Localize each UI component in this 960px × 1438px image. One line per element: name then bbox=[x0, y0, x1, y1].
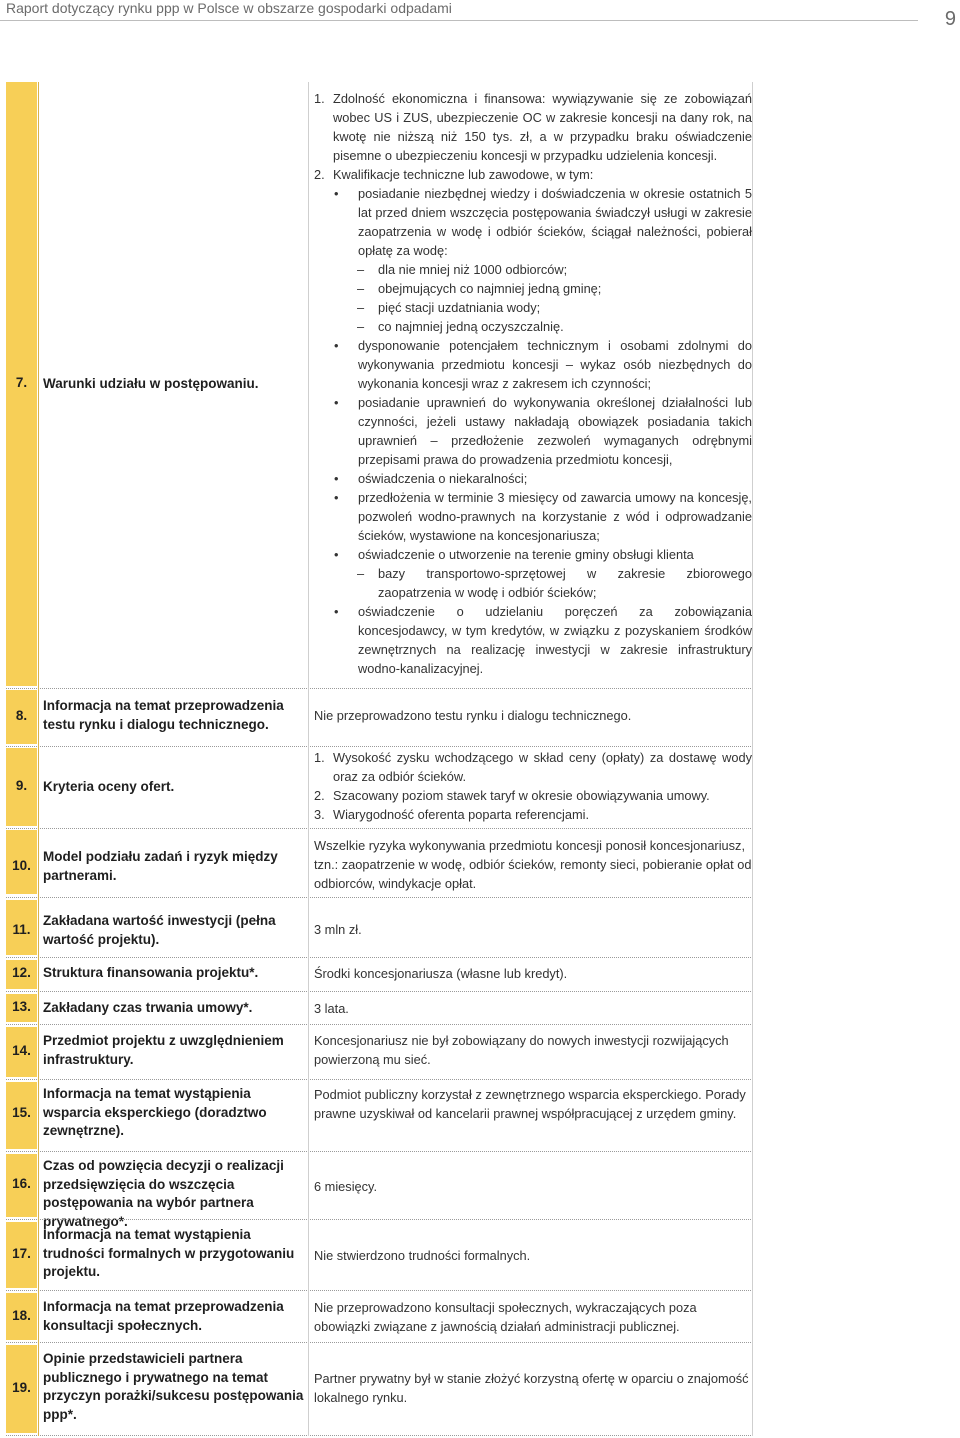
dash-icon: – bbox=[357, 319, 365, 334]
bullet-icon: • bbox=[334, 186, 339, 201]
row-divider bbox=[6, 1151, 753, 1152]
bullet-icon: • bbox=[334, 471, 339, 486]
row-label: Model podziału zadań i ryzyk między partnerami. bbox=[43, 849, 278, 883]
list-item bbox=[314, 805, 752, 824]
item-text: Wiarygodność oferenta poparta referencjami. bbox=[333, 807, 590, 822]
table-row-19 bbox=[6, 1345, 753, 1433]
table-row-18 bbox=[6, 1293, 753, 1340]
bullet-item bbox=[314, 184, 752, 260]
column-rule bbox=[38, 82, 39, 1436]
table-row-12 bbox=[6, 960, 753, 989]
item-text: Zdolność ekonomiczna i finansowa: wywiązywanie się ze zobowiązań wobec US i ZUS, ubezpieczenie OC w zakresie koncesji na dany rok, na kwotę nie niższą niż 150 tys. zł, a w przypadku braku oświadczenie pisemne o ubezpieczeniu koncesji w przypadku udzielenia koncesji. bbox=[333, 91, 752, 163]
row-label: Warunki udziału w postępowaniu. bbox=[43, 376, 259, 391]
dash-text: pięć stacji uzdatniania wody; bbox=[378, 300, 541, 315]
row-label: Zakładana wartość inwestycji (pełna wartość projektu). bbox=[43, 913, 276, 947]
row-label: Struktura finansowania projektu*. bbox=[43, 965, 259, 980]
row-divider bbox=[6, 746, 753, 747]
page-header bbox=[0, 0, 960, 30]
row-divider bbox=[6, 1435, 753, 1436]
row-divider bbox=[6, 957, 753, 958]
dash-text: obejmujących co najmniej jedną gminę; bbox=[378, 281, 602, 296]
row-number: 15. bbox=[12, 1105, 31, 1120]
row-value: Nie przeprowadzono testu rynku i dialogu technicznego. bbox=[314, 708, 632, 723]
row-value: Nie stwierdzono trudności formalnych. bbox=[314, 1248, 531, 1263]
row-label: Czas od powzięcia decyzji o realizacji przedsięwzięcia do wszczęcia postępowania na wybór partnera prywatnego*. bbox=[43, 1158, 284, 1229]
bullet-icon: • bbox=[334, 338, 339, 353]
row-value bbox=[314, 748, 752, 824]
dash-icon: – bbox=[357, 300, 365, 315]
bullet-text: oświadczenia o niekaralności; bbox=[358, 471, 528, 486]
row-number: 16. bbox=[12, 1176, 31, 1191]
item-number: 1. bbox=[314, 91, 325, 106]
bullet-item bbox=[314, 545, 752, 564]
table-row-7 bbox=[6, 82, 753, 686]
table-row-16 bbox=[6, 1154, 753, 1229]
table-row-11 bbox=[6, 900, 753, 955]
page-number: 9 bbox=[944, 8, 956, 30]
row-divider bbox=[6, 897, 753, 898]
column-rule bbox=[308, 82, 309, 1436]
dash-item bbox=[314, 317, 752, 336]
row-divider bbox=[6, 1290, 753, 1291]
dash-item bbox=[314, 260, 752, 279]
item-text: Szacowany poziom stawek taryf w okresie obowiązywania umowy. bbox=[333, 788, 710, 803]
table-row-10 bbox=[6, 830, 753, 894]
row-divider bbox=[6, 991, 753, 992]
list-item bbox=[314, 89, 752, 165]
bullet-item bbox=[314, 393, 752, 469]
row-label: Zakładany czas trwania umowy*. bbox=[43, 1000, 253, 1015]
row-value bbox=[314, 89, 752, 678]
bullet-text: posiadanie uprawnień do wykonywania określonej działalności lub czynności, jeżeli ustawy nakładają obowiązek posiadania takich uprawnień – przedłożenie zezwoleń wymaganych odrębnymi przepisami prawa do prowadzenia przedmiotu koncesji, bbox=[358, 395, 752, 467]
item-text: Kwalifikacje techniczne lub zawodowe, w tym: bbox=[333, 167, 594, 182]
bullet-item bbox=[314, 488, 752, 545]
row-number: 9. bbox=[15, 778, 28, 793]
bullet-item bbox=[314, 602, 752, 678]
row-label: Informacja na temat przeprowadzenia testu rynku i dialogu technicznego. bbox=[43, 698, 284, 732]
item-number: 1. bbox=[314, 750, 325, 765]
item-number: 2. bbox=[314, 167, 325, 182]
row-value: Środki koncesjonariusza (własne lub kredyt). bbox=[314, 966, 568, 981]
row-label: Informacja na temat wystąpienia wsparcia eksperckiego (doradztwo zewnętrzne). bbox=[43, 1086, 267, 1138]
row-value: Nie przeprowadzono konsultacji społecznych, wykraczających poza obowiązki związane z jawnością działań administracji publicznej. bbox=[314, 1300, 697, 1334]
bullet-text: dysponowanie potencjałem technicznym i osobami zdolnymi do wykonywania przedmiotu koncesji – wykaz osób niezbędnych do wykonania koncesji wraz z zakresem ich czynności; bbox=[358, 338, 752, 391]
row-number: 11. bbox=[12, 922, 31, 937]
dash-text: dla nie mniej niż 1000 odbiorców; bbox=[378, 262, 568, 277]
row-divider bbox=[6, 1342, 753, 1343]
list-item bbox=[314, 748, 752, 786]
table-row-17 bbox=[6, 1222, 753, 1288]
row-value: Podmiot publiczny korzystał z zewnętrznego wsparcia eksperckiego. Porady prawne uzyskiwał od kancelarii prawnej współpracującej z urzędem gminy. bbox=[314, 1087, 746, 1121]
bullet-item bbox=[314, 469, 752, 488]
dash-text: bazy transportowo-sprzętowej w zakresie zbiorowego zaopatrzenia w wodę i odbiór ścieków; bbox=[378, 566, 752, 600]
row-value: Koncesjonariusz nie był zobowiązany do nowych inwestycji rozwijających powierzoną mu sieć. bbox=[314, 1033, 729, 1067]
row-divider bbox=[6, 1024, 753, 1025]
row-value: 6 miesięcy. bbox=[314, 1179, 378, 1194]
dash-icon: – bbox=[357, 281, 365, 296]
row-number: 10. bbox=[12, 858, 31, 873]
table-row-13 bbox=[6, 994, 753, 1022]
row-number: 17. bbox=[12, 1246, 31, 1261]
row-number: 12. bbox=[12, 965, 31, 980]
row-label: Informacja na temat przeprowadzenia konsultacji społecznych. bbox=[43, 1299, 284, 1333]
list-item bbox=[314, 786, 752, 805]
row-divider bbox=[6, 688, 753, 689]
row-label: Opinie przedstawicieli partnera publicznego i prywatnego na temat przyczyn porażki/sukcesu postępowania ppp*. bbox=[43, 1351, 304, 1422]
dash-icon: – bbox=[357, 566, 365, 581]
row-label: Informacja na temat wystąpienia trudności formalnych w przygotowaniu projektu. bbox=[43, 1227, 295, 1279]
row-number: 19. bbox=[12, 1380, 31, 1395]
row-label: Przedmiot projektu z uwzględnieniem infrastruktury. bbox=[43, 1033, 284, 1067]
item-text: Wysokość zysku wchodzącego w skład ceny (opłaty) za dostawę wody oraz za odbiór ścieków. bbox=[333, 750, 752, 784]
row-number: 18. bbox=[12, 1308, 31, 1323]
dash-text: co najmniej jedną oczyszczalnię. bbox=[378, 319, 564, 334]
row-number: 8. bbox=[15, 708, 28, 723]
column-rule bbox=[752, 82, 753, 1436]
item-number: 2. bbox=[314, 788, 325, 803]
row-value: Partner prywatny był w stanie złożyć korzystną ofertę w oparciu o znajomość lokalnego rynku. bbox=[314, 1371, 749, 1405]
bullet-icon: • bbox=[334, 490, 339, 505]
bullet-icon: • bbox=[334, 395, 339, 410]
table-row-15 bbox=[6, 1082, 753, 1149]
list-item bbox=[314, 165, 752, 184]
bullet-icon: • bbox=[334, 547, 339, 562]
row-number: 14. bbox=[12, 1043, 31, 1058]
bullet-text: oświadczenie o utworzenie na terenie gminy obsługi klienta bbox=[358, 547, 694, 562]
row-label: Kryteria oceny ofert. bbox=[43, 779, 175, 794]
table-row-8 bbox=[6, 690, 753, 744]
item-number: 3. bbox=[314, 807, 325, 822]
table-row-14 bbox=[6, 1027, 753, 1077]
bullet-item bbox=[314, 564, 752, 602]
bullet-text: przedłożenia w terminie 3 miesięcy od zawarcia umowy na koncesję, pozwoleń wodno-prawnych na korzystanie z wód i odprowadzanie ścieków, wystawione na koncesjonariusza; bbox=[358, 490, 752, 543]
dash-icon: – bbox=[357, 262, 365, 277]
bullet-item bbox=[314, 336, 752, 393]
report-title: Raport dotyczący rynku ppp w Polsce w obszarze gospodarki odpadami bbox=[6, 0, 452, 16]
bullet-text: posiadanie niezbędnej wiedzy i doświadczenia w okresie ostatnich 5 lat przed dniem wszczęcia postępowania świadczył usługi w zakresie zaopatrzenia w wodę i odbiór ścieków, ściągał należności, pobierał opłatę za wodę: bbox=[358, 186, 752, 258]
bullet-text: oświadczenie o udzielaniu poręczeń za zobowiązania koncesjodawcy, w tym kredytów, w związku z pozyskaniem środków zewnętrznych na realizację inwestycji w zakresie infrastruktury wodno-kanalizacyjnej. bbox=[358, 604, 752, 676]
row-divider bbox=[6, 828, 753, 829]
row-value: 3 lata. bbox=[314, 1001, 349, 1016]
row-value: Wszelkie ryzyka wykonywania przedmiotu koncesji ponosił koncesjonariusz, tzn.: zaopatrzenie w wodę, odbiór ścieków, remonty sieci, pobieranie opłat od odbiorców, windykacje opłat. bbox=[314, 838, 752, 891]
bullet-icon: • bbox=[334, 604, 339, 619]
table-row-9 bbox=[6, 748, 753, 826]
row-number: 13. bbox=[12, 999, 31, 1014]
dash-item bbox=[314, 298, 752, 317]
dash-item bbox=[314, 279, 752, 298]
row-divider bbox=[6, 1079, 753, 1080]
row-divider bbox=[6, 1219, 753, 1220]
row-value: 3 mln zł. bbox=[314, 922, 362, 937]
row-number: 7. bbox=[15, 375, 28, 390]
header-rule bbox=[0, 20, 918, 21]
